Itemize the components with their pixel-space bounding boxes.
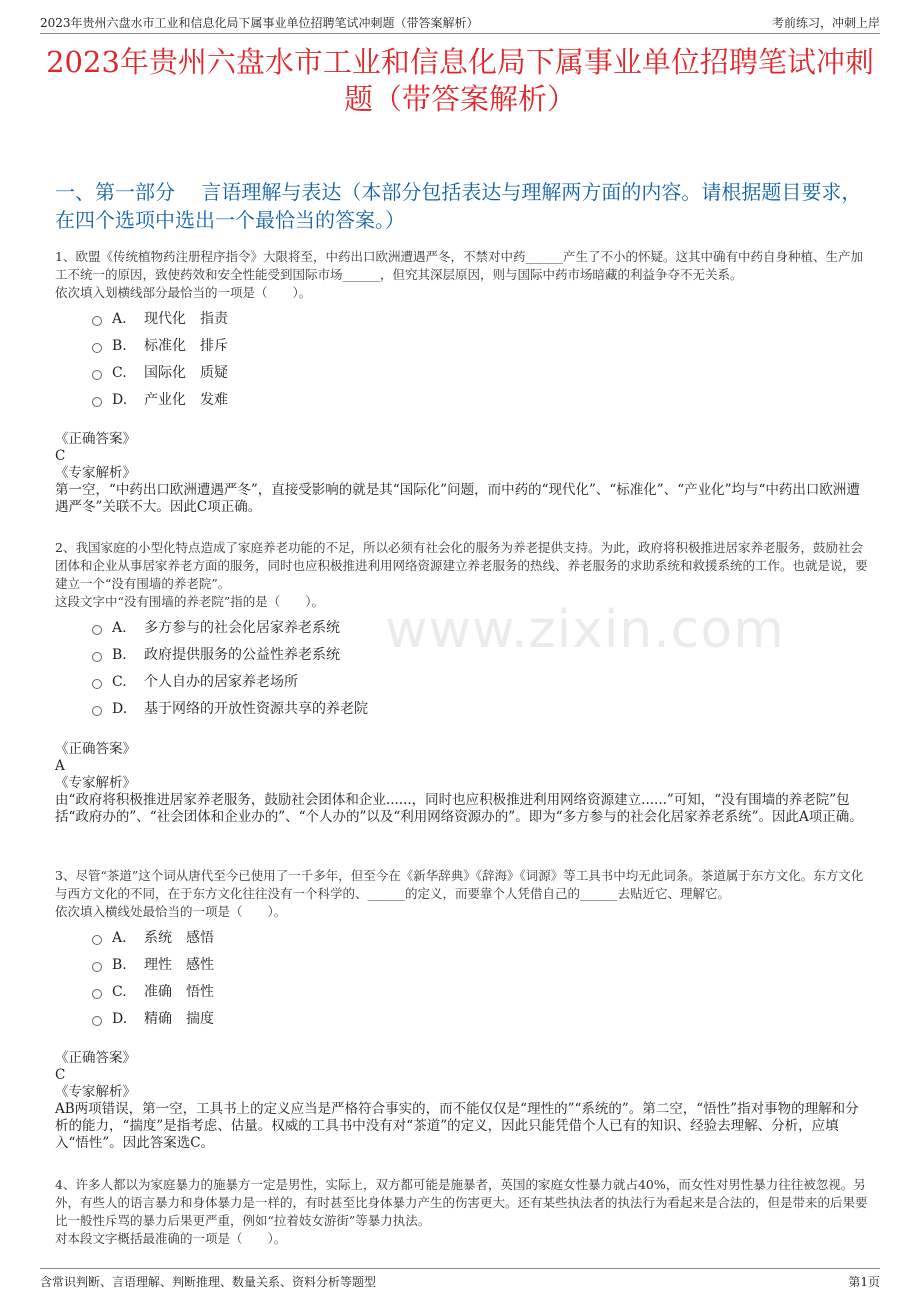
- option-b[interactable]: [92, 641, 592, 668]
- question-stem: 3、尽管“茶道”这个词从唐代至今已使用了一千多年，但至今在《新华辞典》《辞海》《词源》等工具书中均无此词条。茶道属于东方文化。东方文化与西方文化的不同，在于东方文化往往没有一个科学的、______的定义，而要靠个人凭借自己的______去贴近它、理解它。: [55, 868, 864, 901]
- option-a[interactable]: [92, 614, 592, 641]
- question-1: [55, 248, 870, 302]
- question-prompt: 这段文字中“没有围墙的养老院”指的是（ ）。: [55, 594, 325, 609]
- option-text: 多方参与的社会化居家养老系统: [144, 619, 340, 636]
- header-slogan: 考前练习，冲刺上岸: [771, 16, 880, 30]
- document-title: 2023年贵州六盘水市工业和信息化局下属事业单位招聘笔试冲刺题（带答案解析）: [46, 45, 874, 116]
- footer-topics: 含常识判断、言语理解、判断推理、数量关系、资料分析等题型: [40, 1275, 377, 1289]
- question-stem: 2、我国家庭的小型化特点造成了家庭养老功能的不足，所以必须有社会化的服务为养老提供支持。为此，政府将积极推进居家养老服务，鼓励社会团体和企业从事居家养老方面的服务，同时也应积极推进利用网络资源建立养老服务的热线、养老服务的求助系统和救援系统的工作。也就是说，要建立一个“没有围墙的养老院”。: [55, 540, 868, 591]
- question-stem: 1、欧盟《传统植物药注册程序指令》大限将至，中药出口欧洲遭遇严冬，不禁对中药______产生了不小的怀疑。这其中确有中药自身种植、生产加工不统一的原因，致使药效和安全性能受到国际市场______，但究其深层原因，则与国际中药市场暗藏的利益争夺不无关系。: [55, 249, 863, 282]
- question-4: [55, 1176, 870, 1248]
- radio-icon[interactable]: [92, 343, 102, 353]
- option-letter: B.: [112, 956, 127, 973]
- section-heading: 一、第一部分 言语理解与表达（本部分包括表达与理解两方面的内容。请根据题目要求，在四个选项中选出一个最恰当的答案。）: [55, 180, 862, 232]
- option-letter: D.: [112, 1010, 128, 1027]
- answer-label: 《正确答案》: [55, 741, 136, 757]
- question-1-answer: [55, 431, 870, 516]
- explain-label: 《专家解析》: [55, 465, 136, 481]
- question-3-options: [92, 924, 592, 1032]
- radio-icon[interactable]: [92, 935, 102, 945]
- question-prompt: 对本段文字概括最准确的一项是（ ）。: [55, 1231, 287, 1246]
- radio-icon[interactable]: [92, 989, 102, 999]
- answer-value: C: [55, 448, 66, 464]
- question-3-answer: [55, 1050, 870, 1152]
- option-a[interactable]: [92, 305, 592, 332]
- explanation-text: 由“政府将积极推进居家养老服务，鼓励社会团体和企业......，同时也应积极推进利用网络资源建立......”可知，“没有围墙的养老院”包括“政府办的”、“社会团体和企业办的”、“个人办的”以及“利用网络资源办的”。即为“多方参与的社会化居家养老系统”。因此A项正确。: [55, 792, 863, 825]
- question-2-answer: [55, 741, 870, 826]
- explain-label: 《专家解析》: [55, 775, 136, 791]
- radio-icon[interactable]: [92, 962, 102, 972]
- answer-label: 《正确答案》: [55, 1050, 136, 1066]
- option-d[interactable]: [92, 386, 592, 413]
- option-b[interactable]: [92, 951, 592, 978]
- radio-icon[interactable]: [92, 316, 102, 326]
- option-d[interactable]: [92, 1005, 592, 1032]
- question-prompt: 依次填入横线处最恰当的一项是（ ）。: [55, 904, 287, 919]
- option-letter: A.: [112, 619, 127, 636]
- option-text: 理性 感性: [144, 956, 214, 973]
- page-header: [40, 11, 880, 34]
- answer-value: C: [55, 1067, 66, 1083]
- explanation-text: AB两项错误，第一空，工具书上的定义应当是严格符合事实的，而不能仅仅是“理性的”“系统的”。第二空，“悟性”指对事物的理解和分析的能力，“揣度”是指考虑、估量。权威的工具书中没有对“茶道”的定义，因此只能凭借个人已有的知识、经验去理解、分析，应填入“悟性”。因此答案选C。: [55, 1101, 859, 1151]
- question-prompt: 依次填入划横线部分最恰当的一项是（ ）。: [55, 285, 312, 300]
- option-c[interactable]: [92, 978, 592, 1005]
- option-c[interactable]: [92, 359, 592, 386]
- explain-label: 《专家解析》: [55, 1084, 136, 1100]
- option-text: 个人自办的居家养老场所: [144, 673, 298, 690]
- option-a[interactable]: [92, 924, 592, 951]
- answer-label: 《正确答案》: [55, 431, 136, 447]
- option-c[interactable]: [92, 668, 592, 695]
- option-letter: A.: [112, 929, 127, 946]
- option-text: 国际化 质疑: [144, 364, 228, 381]
- explanation-text: 第一空，“中药出口欧洲遭遇严冬”，直接受影响的就是其“国际化”问题，而中药的“现代化”、“标准化”、“产业化”均与“中药出口欧洲遭遇严冬”关联不大。因此C项正确。: [55, 482, 860, 515]
- question-stem: 4、许多人都以为家庭暴力的施暴方一定是男性，实际上，双方都可能是施暴者，英国的家庭女性暴力就占40%，而女性对男性暴力往往被忽视。另外，有些人的语言暴力和身体暴力是一样的，有时甚至比身体暴力产生的伤害更大。还有某些执法者的执法行为看起来是合法的，但是带来的后果要比一般性斥骂的暴力后果更严重，例如“拉着妓女游街”等暴力执法。: [55, 1177, 868, 1228]
- question-2-options: [92, 614, 592, 722]
- option-text: 现代化 指责: [144, 310, 228, 327]
- option-letter: B.: [112, 337, 127, 354]
- radio-icon[interactable]: [92, 679, 102, 689]
- option-letter: C.: [112, 364, 127, 381]
- option-text: 准确 悟性: [144, 983, 214, 1000]
- option-letter: D.: [112, 700, 128, 717]
- option-d[interactable]: [92, 695, 592, 722]
- option-text: 产业化 发难: [144, 391, 228, 408]
- question-3: [55, 867, 870, 921]
- watermark: www.zixin.com: [385, 600, 785, 660]
- answer-value: A: [55, 758, 65, 774]
- radio-icon[interactable]: [92, 625, 102, 635]
- header-doc-title: 2023年贵州六盘水市工业和信息化局下属事业单位招聘笔试冲刺题（带答案解析）: [40, 16, 479, 30]
- option-text: 系统 感悟: [144, 929, 214, 946]
- radio-icon[interactable]: [92, 370, 102, 380]
- question-1-options: [92, 305, 592, 413]
- question-2: [55, 539, 870, 611]
- option-letter: C.: [112, 983, 127, 1000]
- page-footer: [40, 1268, 880, 1291]
- option-text: 标准化 排斥: [144, 337, 228, 354]
- radio-icon[interactable]: [92, 1016, 102, 1026]
- option-text: 精确 揣度: [144, 1010, 214, 1027]
- radio-icon[interactable]: [92, 706, 102, 716]
- option-letter: D.: [112, 391, 128, 408]
- option-letter: C.: [112, 673, 127, 690]
- option-text: 政府提供服务的公益性养老系统: [144, 646, 340, 663]
- option-letter: A.: [112, 310, 127, 327]
- option-b[interactable]: [92, 332, 592, 359]
- option-text: 基于网络的开放性资源共享的养老院: [144, 700, 368, 717]
- radio-icon[interactable]: [92, 397, 102, 407]
- radio-icon[interactable]: [92, 652, 102, 662]
- option-letter: B.: [112, 646, 127, 663]
- page-number: 第1页: [848, 1275, 880, 1289]
